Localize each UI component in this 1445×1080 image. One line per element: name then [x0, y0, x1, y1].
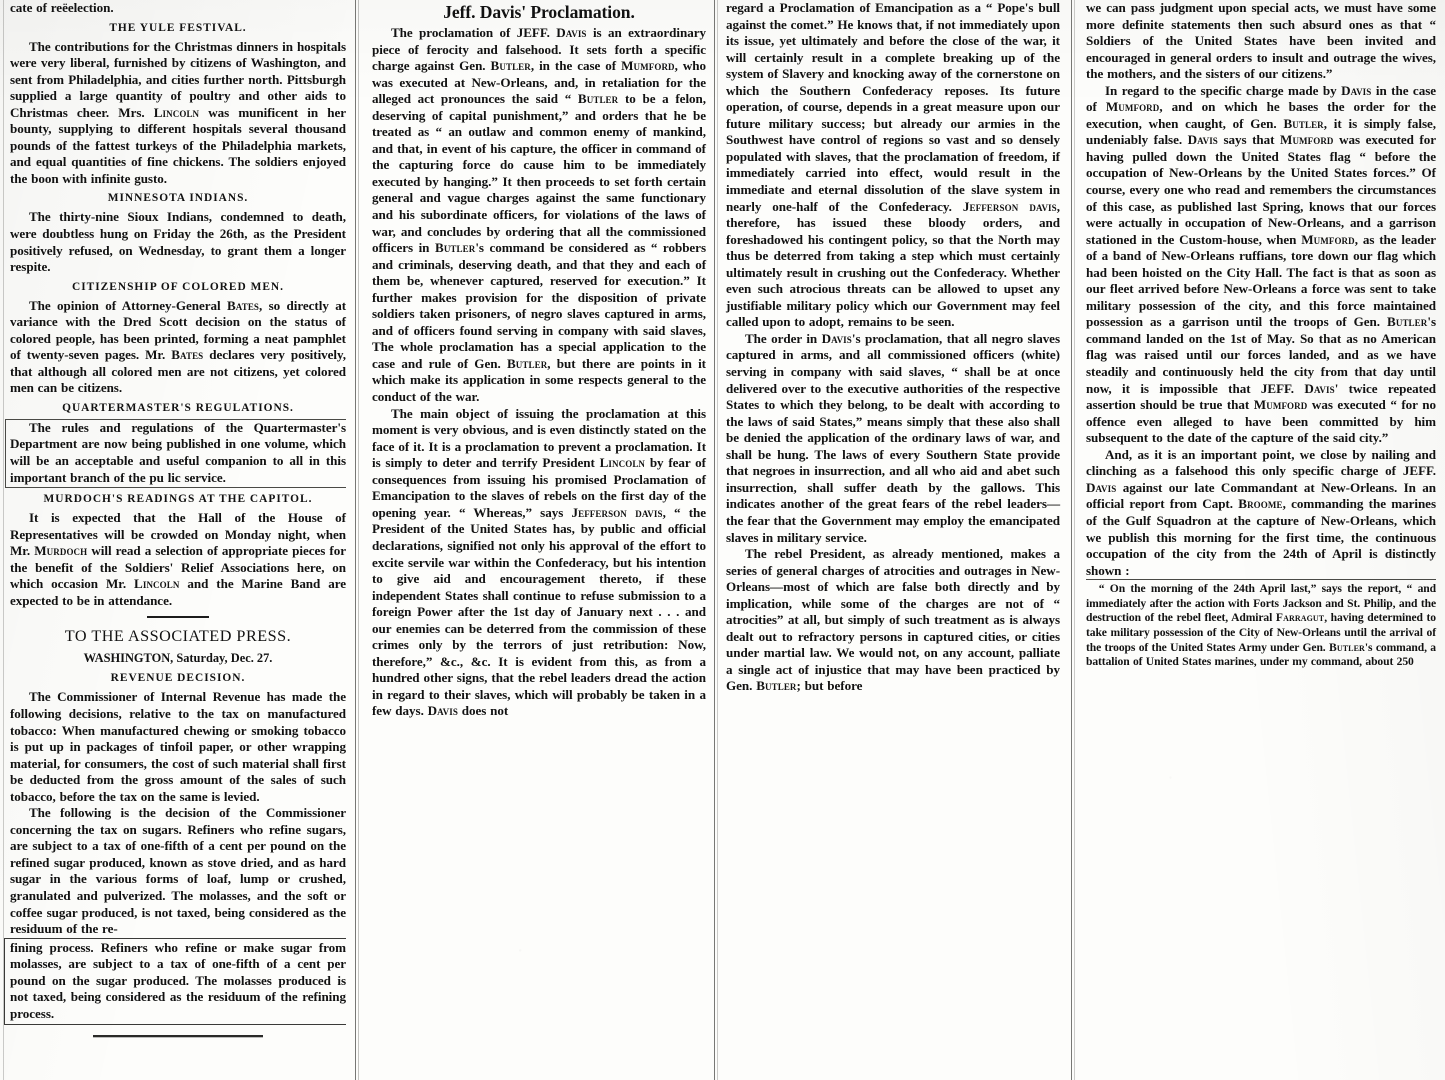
column-rule-3 — [1071, 0, 1072, 1080]
paragraph-continuation: regard a Proclamation of Emancipation as a “ Pope's bull against the comet.” He knows that, if not immediately upon its issue, yet ultimately and before the close of the war, it will certainly result in a complete breaking up of the system of Slavery and knocking away of the cornerstone on which the Southern Confederacy reposes. Its future operation, of course, depends in a great measure upon our future military success; but already our armies in the Southwest have control of regions so vast and so densely populated with slaves, that the proclamation of freedom, if immediately carried into effect, would result in the immediate and eternal dissolution of the slave system in nearly one-half of the Confederacy. Jefferson davis, therefore, has issued these bloody orders, and foreshadowed his contingent policy, so that the North may thus be deterred from taking a step which must certainly ultimately result in crushing out the Confederacy. Whether even such atrocious threats can be allowed to upset any justifiable military policy which our Government may feel called upon to adopt, remains to be seen. — [726, 0, 1060, 330]
paragraph: The main object of issuing the proclamation at this moment is very obvious, and is even distinctly stated on the face of it. It is a proclamation to prevent a proclamation. It is simply to deter and terrify President Lincoln by fear of consequences from issuing his promised Proclamation of Emancipation to the slaves of rebels on the first day of the opening year. “ Whereas,” says Jefferson davis, “ the President of the United States has, by public and official declarations, signified not only his approval of the effort to excite servile war within the Confederacy, but his intention to give aid and encouragement thereto, if these independent States shall continue to refuse submission to a foreign Power after the 1st day of January next . . . and our enemies can be deterred from the commission of these crimes only by the terrors of just retribution: Now, therefore,” &c., &c. It is evident from this, as from a hundred other signs, that the rebel leaders dread the action in regard to their slaves, which will probably be taken in a few days. Davis does not — [372, 405, 706, 719]
subhead-revenue-decision: REVENUE DECISION. — [110, 672, 246, 685]
page-left-margin-rule — [3, 0, 4, 1080]
paragraph: The following is the decision of the Commissioner concerning the tax on sugars. Refiners who refine sugars, are subject to a tax of one-fifth of a cent per pound on the refined sugar produced, known as stove dried, and as hard sugar in the various forms of loaf, lump or crushed, granulated and pulverized. The molasses, and the soft or coffee sugar produced, is not taxed, being considered as the residuum of the re- — [10, 805, 346, 937]
section-divider-wide — [93, 1035, 263, 1037]
subhead-quartermasters-regulations: QUARTERMASTER'S REGULATIONS. — [62, 401, 294, 414]
subhead-murdochs-readings: MURDOCH'S READINGS AT THE CAPITOL. — [43, 493, 313, 506]
column-2 — [372, 0, 706, 720]
column-rule-2 — [714, 0, 715, 1080]
section-divider — [147, 616, 209, 618]
dateline: WASHINGTON, Saturday, Dec. 27. — [83, 651, 273, 666]
article-headline: Jeff. Davis' Proclamation. — [443, 2, 635, 22]
column-rule-1-shadow — [358, 0, 359, 1080]
column-rule-3-shadow — [1074, 0, 1075, 1080]
paragraph: The contributions for the Christmas dinners in hospitals were very liberal, furnished by citizens of Washington, and sent from Philadelphia, and cities further north. Pittsburgh supplied a large quantity of poultry and other aids to Christmas cheer. Mrs. Lincoln was munificent in her bounty, supplying to different hospitals several thousand pounds of the fattest turkeys of the Philadelphia markets, and equal quantities of fine chickens. The soldiers enjoyed the boon with infinite gusto. — [10, 38, 346, 186]
column-4 — [1086, 0, 1436, 670]
paragraph: In regard to the specific charge made by Davis in the case of Mumford, and on which he bases the order for the execution, when caught, of Gen. Butler, it is simply false, undeniably false. Davis says that Mumford was executed for having pulled down the United States flag “ before the occupation of New-Orleans by the United States forces.” Of course, every one who read and remembers the circumstances of this case, as published last Spring, knows that our forces were actually in occupation of New-Orleans, and a garrison stationed in the Custom-house, when Mumford, as the leader of a band of New-Orleans ruffians, tore down our flag which had been hoisted on the City Hall. The fact is that as soon as our fleet arrived before New-Orleans a force was sent to take military possession of the city, and this force maintained possession as a garrison until the troops of Gen. Butler's command landed on the 1st of May. So that as no American flag was raised until our forces landed, and as we have steadily and continuously held the city from that day until now, it is impossible that JEFF. Davis' twice repeated assertion should be true that Mumford was executed “ for no offence even alleged to have been committed by him subsequent to the date of the capture of the said city.” — [1086, 82, 1437, 446]
paragraph: The opinion of Attorney-General Bates, so directly at variance with the Dred Scott decision on the status of colored people, has been printed, forming a neat pamphlet of twenty-seven pages. Mr. Bates declares very positively, that although all colored men are not citizens, yet colored men can be citizens. — [10, 297, 347, 396]
subhead-citizenship-of-colored-men: CITIZENSHIP OF COLORED MEN. — [71, 280, 285, 293]
paragraph: The order in Davis's proclamation, that all negro slaves captured in arms, and all commissioned officers (white) serving in company with said slaves, “ shall be at once delivered over to the executive authorities of the respective States to which they belong, to be dealt with according to the laws of said States,” means simply that these also shall be denied the application of the ordinary laws of war, and shall be hung. The laws of every Southern State provide that negroes in insurrection, and all who aid and abet such insurrection, shall suffer death by the gallows. This indicates another of the great fears of the rebel leaders—the fear that the Government may employ the emancipated slaves in military service. — [726, 330, 1060, 545]
paragraph: The rebel President, as already mentioned, makes a series of general charges of atrocities and outrages in New-Orleans—most of which are false both directly and by implication, while some of the charges are not of “ atrocities” at all, but simply of such treatment as is always dealt out to refractory persons in captured cities, or cities under martial law. We would not, on any account, palliate a single act of injustice that may have been practiced by Gen. Butler; but before — [726, 546, 1060, 694]
paragraph: The rules and regulations of the Quartermaster's Department are now being published in one volume, which will be an acceptable and useful companion to all in this important branch of the pu lic service. — [5, 419, 346, 488]
paragraph: And, as it is an important point, we close by nailing and clinching as a falsehood this only specific charge of JEFF. Davis against our late Commandant at New-Orleans. In an official report from Capt. Broome, commanding the marines of the Gulf Squadron at the capture of New-Orleans, which we publish this morning for the first time, the continuous occupation of the city from the 24th of April is distinctly shown : — [1086, 446, 1436, 578]
paragraph-continuation: cate of reëelection. — [10, 0, 114, 15]
column-rule-2-shadow — [717, 0, 718, 1080]
paragraph: The thirty-nine Sioux Indians, condemned to death, were doubtless hung on Friday the 26th, as the President positively refused, on Wednesday, to grant them a longer respite. — [10, 209, 346, 275]
paragraph: The Commissioner of Internal Revenue has made the following decisions, relative to the tax on manufactured tobacco: When manufactured chewing or smoking tobacco is put up in packages of tinfoil paper, or other wrapping material, for consumers, the cost of such material shall first be deducted from the gross amount of the sales of such tobacco, before the tax on the same is levied. — [10, 689, 346, 804]
paragraph: It is expected that the Hall of the House of Representatives will be crowded on Monday night, when Mr. Murdoch will read a selection of appropriate pieces for the benefit of the Soldiers' Relief Associations here, on which occasion Mr. Lincoln and the Marine Band are expected to be in attendance. — [10, 510, 346, 608]
column-3 — [726, 0, 1060, 695]
paragraph-boxed: fining process. Refiners who refine or make sugar from molasses, are subject to a tax of one-fifth of a cent per pound on the sugar produced. The molasses produced is not taxed, being considered as the residuum of the refining process. — [4, 938, 346, 1026]
column-1 — [10, 0, 346, 1043]
subhead-minnesota-indians: MINNESOTA INDIANS. — [107, 192, 249, 205]
paragraph: The proclamation of JEFF. Davis is an extraordinary piece of ferocity and falsehood. It sets forth a specific charge against Gen. Butler, in the case of Mumford, who was executed at New-Orleans, and, in retaliation for the alleged act pronounces the said “ Butler to be a felon, deserving of capital punishment,” and orders that he be treated as “ an outlaw and common enemy of mankind, and that, in event of his capture, the officer in command of the capturing force do cause him to be immediately executed by hanging.” It then proceeds to set forth certain general and vague charges against the same functionary and his subordinate officers, for violations of the laws of war, and concludes by ordering that all the commissioned officers in Butler's command be considered as “ robbers and criminals, deserving death, and that they and each of them be, whenever captured, reserved for execution.” It further makes provision for the disposition of private soldiers taken prisoners, of negro slaves captured in arms, and of officers found serving in company with said slaves, The whole proclamation has a special application to the case and rule of Gen. Butler, but there are points in it which make its application in some respects general to the conduct of the war. — [372, 25, 707, 405]
quoted-report-extract: “ On the morning of the 24th April last,” says the report, “ and immediately after the action with Forts Jackson and St. Philip, and the destruction of the rebel fleet, Admiral Farragut, having determined to take military possession of the City of New-Orleans until the arrival of the troops of the United States Army under Gen. Butler's command, a battalion of United States marines, under my command, about 250 — [1086, 579, 1436, 670]
subhead-yule-festival: THE YULE FESTIVAL. — [109, 21, 247, 34]
column-rule-1 — [355, 0, 356, 1080]
section-title-associated-press: TO THE ASSOCIATED PRESS. — [64, 627, 292, 646]
paragraph-continuation: we can pass judgment upon special acts, we must have some more definite statements then such absurd ones as that “ Soldiers of the United States have been invited and encouraged in general orders to insult and outrage the wives, the mothers, and the sisters of our citizens.” — [1086, 0, 1436, 82]
